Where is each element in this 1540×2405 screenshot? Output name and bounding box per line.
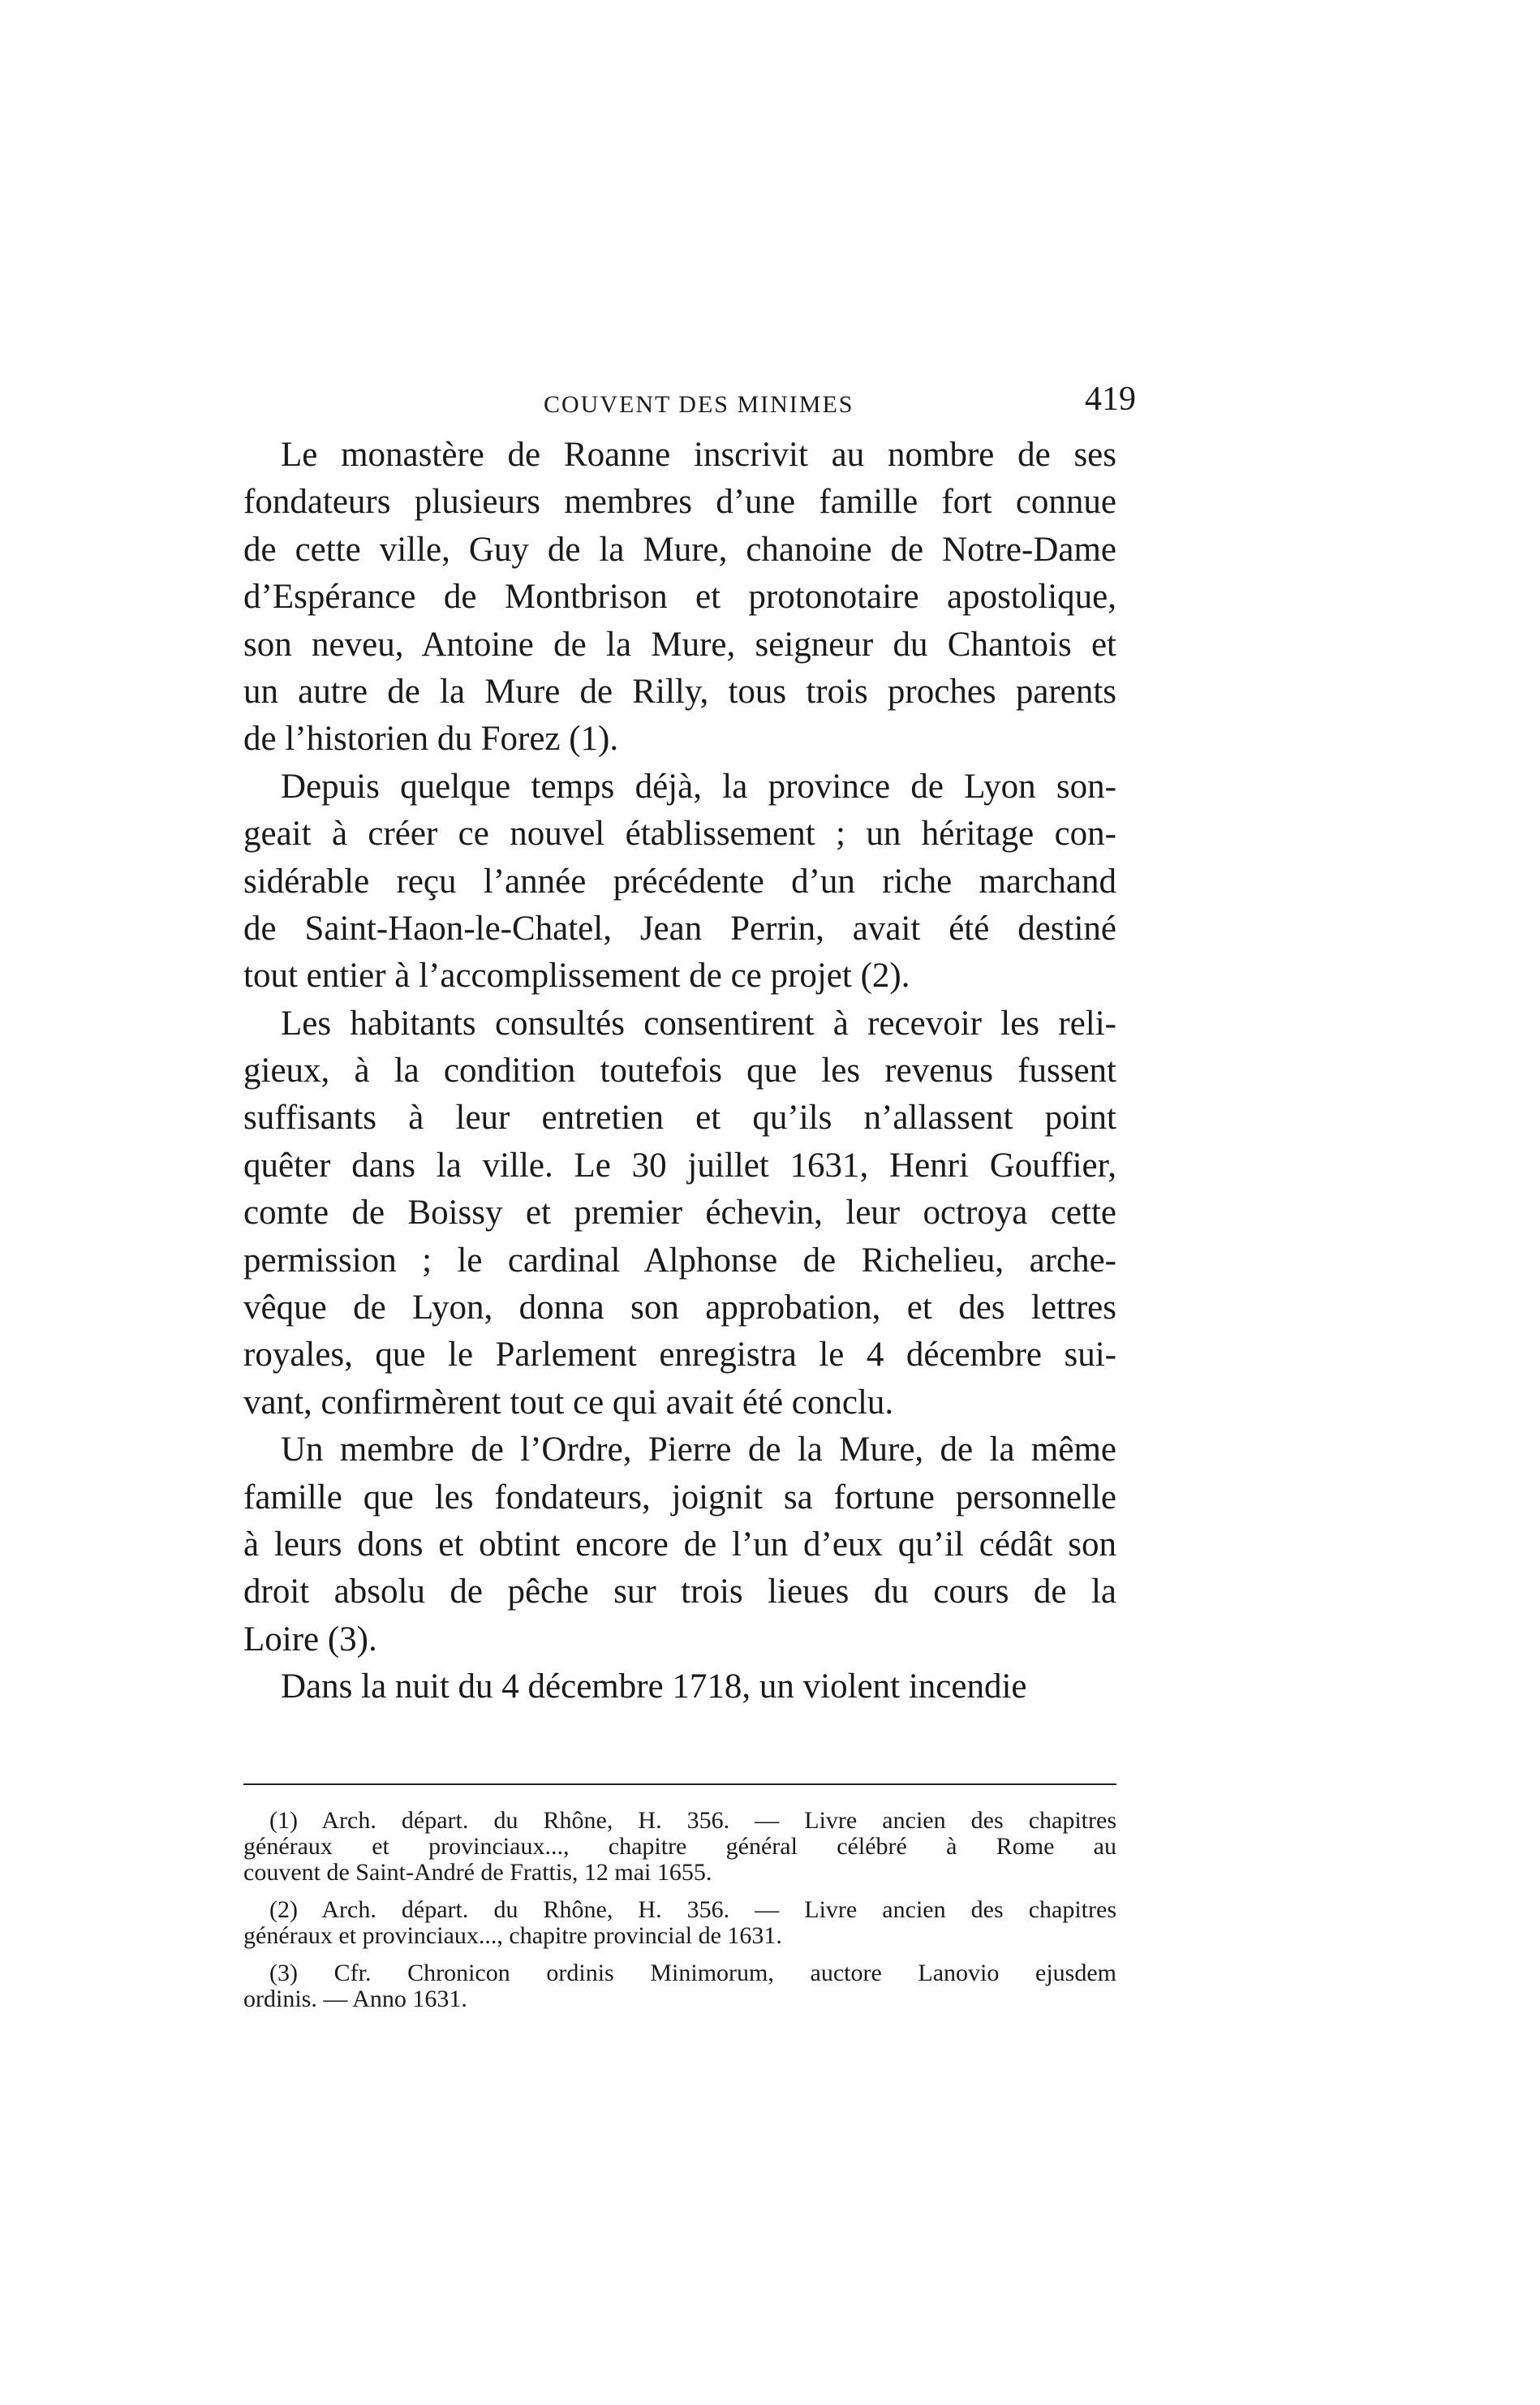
footnote-line: généraux et provinciaux..., chapitre général célébré à Rome au <box>243 1833 1116 1860</box>
footnote-line: (2) Arch. départ. du Rhône, H. 356. — Livre ancien des chapitres <box>269 1896 1116 1923</box>
footnote-spacer <box>243 1886 1116 1897</box>
footnote-line: couvent de Saint-André de Frattis, 12 mai 1655. <box>243 1859 712 1886</box>
text-line: gieux, à la condition toutefois que les revenus fussent <box>243 1052 1116 1091</box>
footnote-line: (3) Cfr. Chronicon ordinis Minimorum, auctore Lanovio ejusdem <box>269 1960 1116 1986</box>
text-line: suffisants à leur entretien et qu’ils n’allassent point <box>243 1099 1116 1138</box>
text-line: d’Espérance de Montbrison et protonotaire apostolique, <box>243 578 1116 617</box>
footnote-line: ordinis. — Anno 1631. <box>243 1986 467 2012</box>
footnote-rule <box>243 1783 1116 1785</box>
text-line: à leurs dons et obtint encore de l’un d’eux qu’il cédât son <box>243 1525 1116 1564</box>
footnotes <box>243 1808 1116 2012</box>
text-line: vêque de Lyon, donna son approbation, et des lettres <box>243 1289 1116 1327</box>
text-line: de cette ville, Guy de la Mure, chanoine de Notre-Dame <box>243 530 1116 569</box>
text-line: Les habitants consultés consentirent à recevoir les reli- <box>281 1004 1116 1043</box>
text-line: Le monastère de Roanne inscrivit au nombre de ses <box>281 436 1116 474</box>
text-line: royales, que le Parlement enregistra le 4 décembre sui- <box>243 1336 1116 1375</box>
text-line: son neveu, Antoine de la Mure, seigneur du Chantois et <box>243 625 1116 664</box>
footnote-spacer <box>243 1949 1116 1960</box>
running-title: COUVENT DES MINIMES <box>544 391 854 418</box>
body-text <box>243 432 1116 1711</box>
text-line: un autre de la Mure de Rilly, tous trois proches parents <box>243 672 1116 711</box>
text-line: vant, confirmèrent tout ce qui avait été conclu. <box>243 1383 894 1422</box>
footnote-line: (1) Arch. départ. du Rhône, H. 356. — Livre ancien des chapitres <box>269 1807 1116 1834</box>
text-line: Dans la nuit du 4 décembre 1718, un violent incendie <box>281 1667 1027 1706</box>
text-line: sidérable reçu l’année précédente d’un riche marchand <box>243 862 1116 901</box>
text-line: Depuis quelque temps déjà, la province de Lyon son- <box>281 767 1116 806</box>
text-line: de l’historien du Forez (1). <box>243 720 619 759</box>
footnote-line: généraux et provinciaux..., chapitre provincial de 1631. <box>243 1922 782 1949</box>
text-line: permission ; le cardinal Alphonse de Richelieu, arche- <box>243 1241 1116 1280</box>
text-line: tout entier à l’accomplissement de ce projet (2). <box>243 957 910 996</box>
running-head <box>243 380 1136 428</box>
page-number: 419 <box>1085 381 1136 418</box>
text-line: de Saint-Haon-le-Chatel, Jean Perrin, avait été destiné <box>243 909 1116 948</box>
text-line: droit absolu de pêche sur trois lieues du cours de la <box>243 1572 1116 1611</box>
text-line: Loire (3). <box>243 1620 377 1659</box>
text-line: geait à créer ce nouvel établissement ; un héritage con- <box>243 815 1116 854</box>
text-line: comte de Boissy et premier échevin, leur octroya cette <box>243 1194 1116 1233</box>
text-line: fondateurs plusieurs membres d’une famille fort connue <box>243 483 1116 522</box>
text-line: famille que les fondateurs, joignit sa fortune personnelle <box>243 1478 1116 1517</box>
text-line: quêter dans la ville. Le 30 juillet 1631, Henri Gouffier, <box>243 1146 1116 1185</box>
text-line: Un membre de l’Ordre, Pierre de la Mure, de la même <box>281 1431 1116 1469</box>
